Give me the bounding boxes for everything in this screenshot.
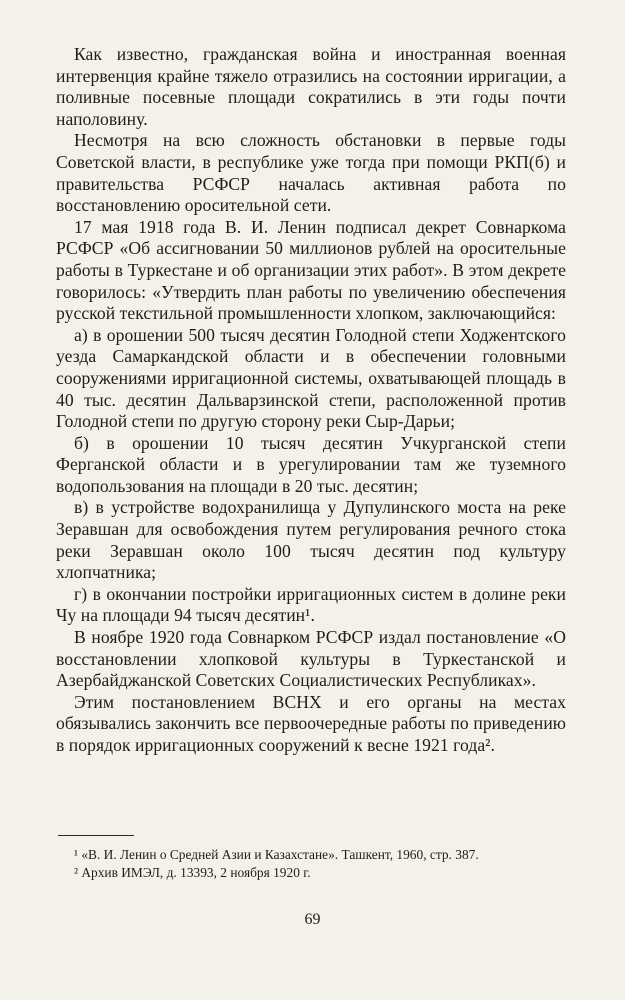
footnote-1: ¹ «В. И. Ленин о Средней Азии и Казахстане». Ташкент, 1960, стр. 387. — [74, 847, 479, 862]
paragraph-9: Этим постановлением ВСНХ и его органы на местах обязывались закончить все первоочередные работы по приведению в порядок ирригационных сооружений к весне 1921 года². — [56, 691, 566, 755]
paragraph-5: б) в орошении 10 тысяч десятин Учкурганской степи Ферганской области и в урегулировании там же туземного водопользования на площади в 20 тыс. десятин; — [56, 432, 566, 496]
footnote-divider — [58, 835, 134, 836]
paragraph-4: а) в орошении 500 тысяч десятин Голодной степи Ходжентского уезда Самаркандской области и в обеспечении головными сооружениями ирригационной системы, охватывающей площадь в 40 тыс. десятин Дальварзинской степи, расположенной против Голодной степи по другую сторону реки Сыр-Дарьи; — [56, 324, 566, 432]
page-number: 69 — [304, 911, 321, 928]
paragraph-3: 17 мая 1918 года В. И. Ленин подписал декрет Совнаркома РСФСР «Об ассигновании 50 миллионов рублей на оросительные работы в Туркестане и об организации этих работ». В этом декрете говорилось: «Утвердить план работы по увеличению обеспечения русской текстильной промышленности хлопком, заключающийся: — [56, 216, 566, 324]
paragraph-6: в) в устройстве водохранилища у Дупулинского моста на реке Зеравшан для освобождения путем регулирования речного стока реки Зеравшан около 100 тысяч десятин под культуру хлопчатника; — [56, 497, 566, 583]
body-text — [56, 44, 566, 757]
paragraph-8: В ноябре 1920 года Совнарком РСФСР издал постановление «О восстановлении хлопковой культуры в Туркестанской и Азербайджанской Советских Социалистических Республиках». — [56, 627, 566, 691]
footnotes — [56, 846, 566, 881]
paragraph-2: Несмотря на всю сложность обстановки в первые годы Советской власти, в республике уже тогда при помощи РКП(б) и правительства РСФСР началась активная работа по восстановлению оросительной сети. — [56, 130, 566, 216]
paragraph-1: Как известно, гражданская война и иностранная военная интервенция крайне тяжело отразились на состоянии ирригации, а поливные посевные площади сократились в эти годы почти наполовину. — [56, 44, 566, 129]
footnote-2: ² Архив ИМЭЛ, д. 13393, 2 ноября 1920 г. — [74, 864, 311, 880]
paragraph-7: г) в окончании постройки ирригационных систем в долине реки Чу на площади 94 тысяч десятин¹. — [56, 583, 566, 626]
